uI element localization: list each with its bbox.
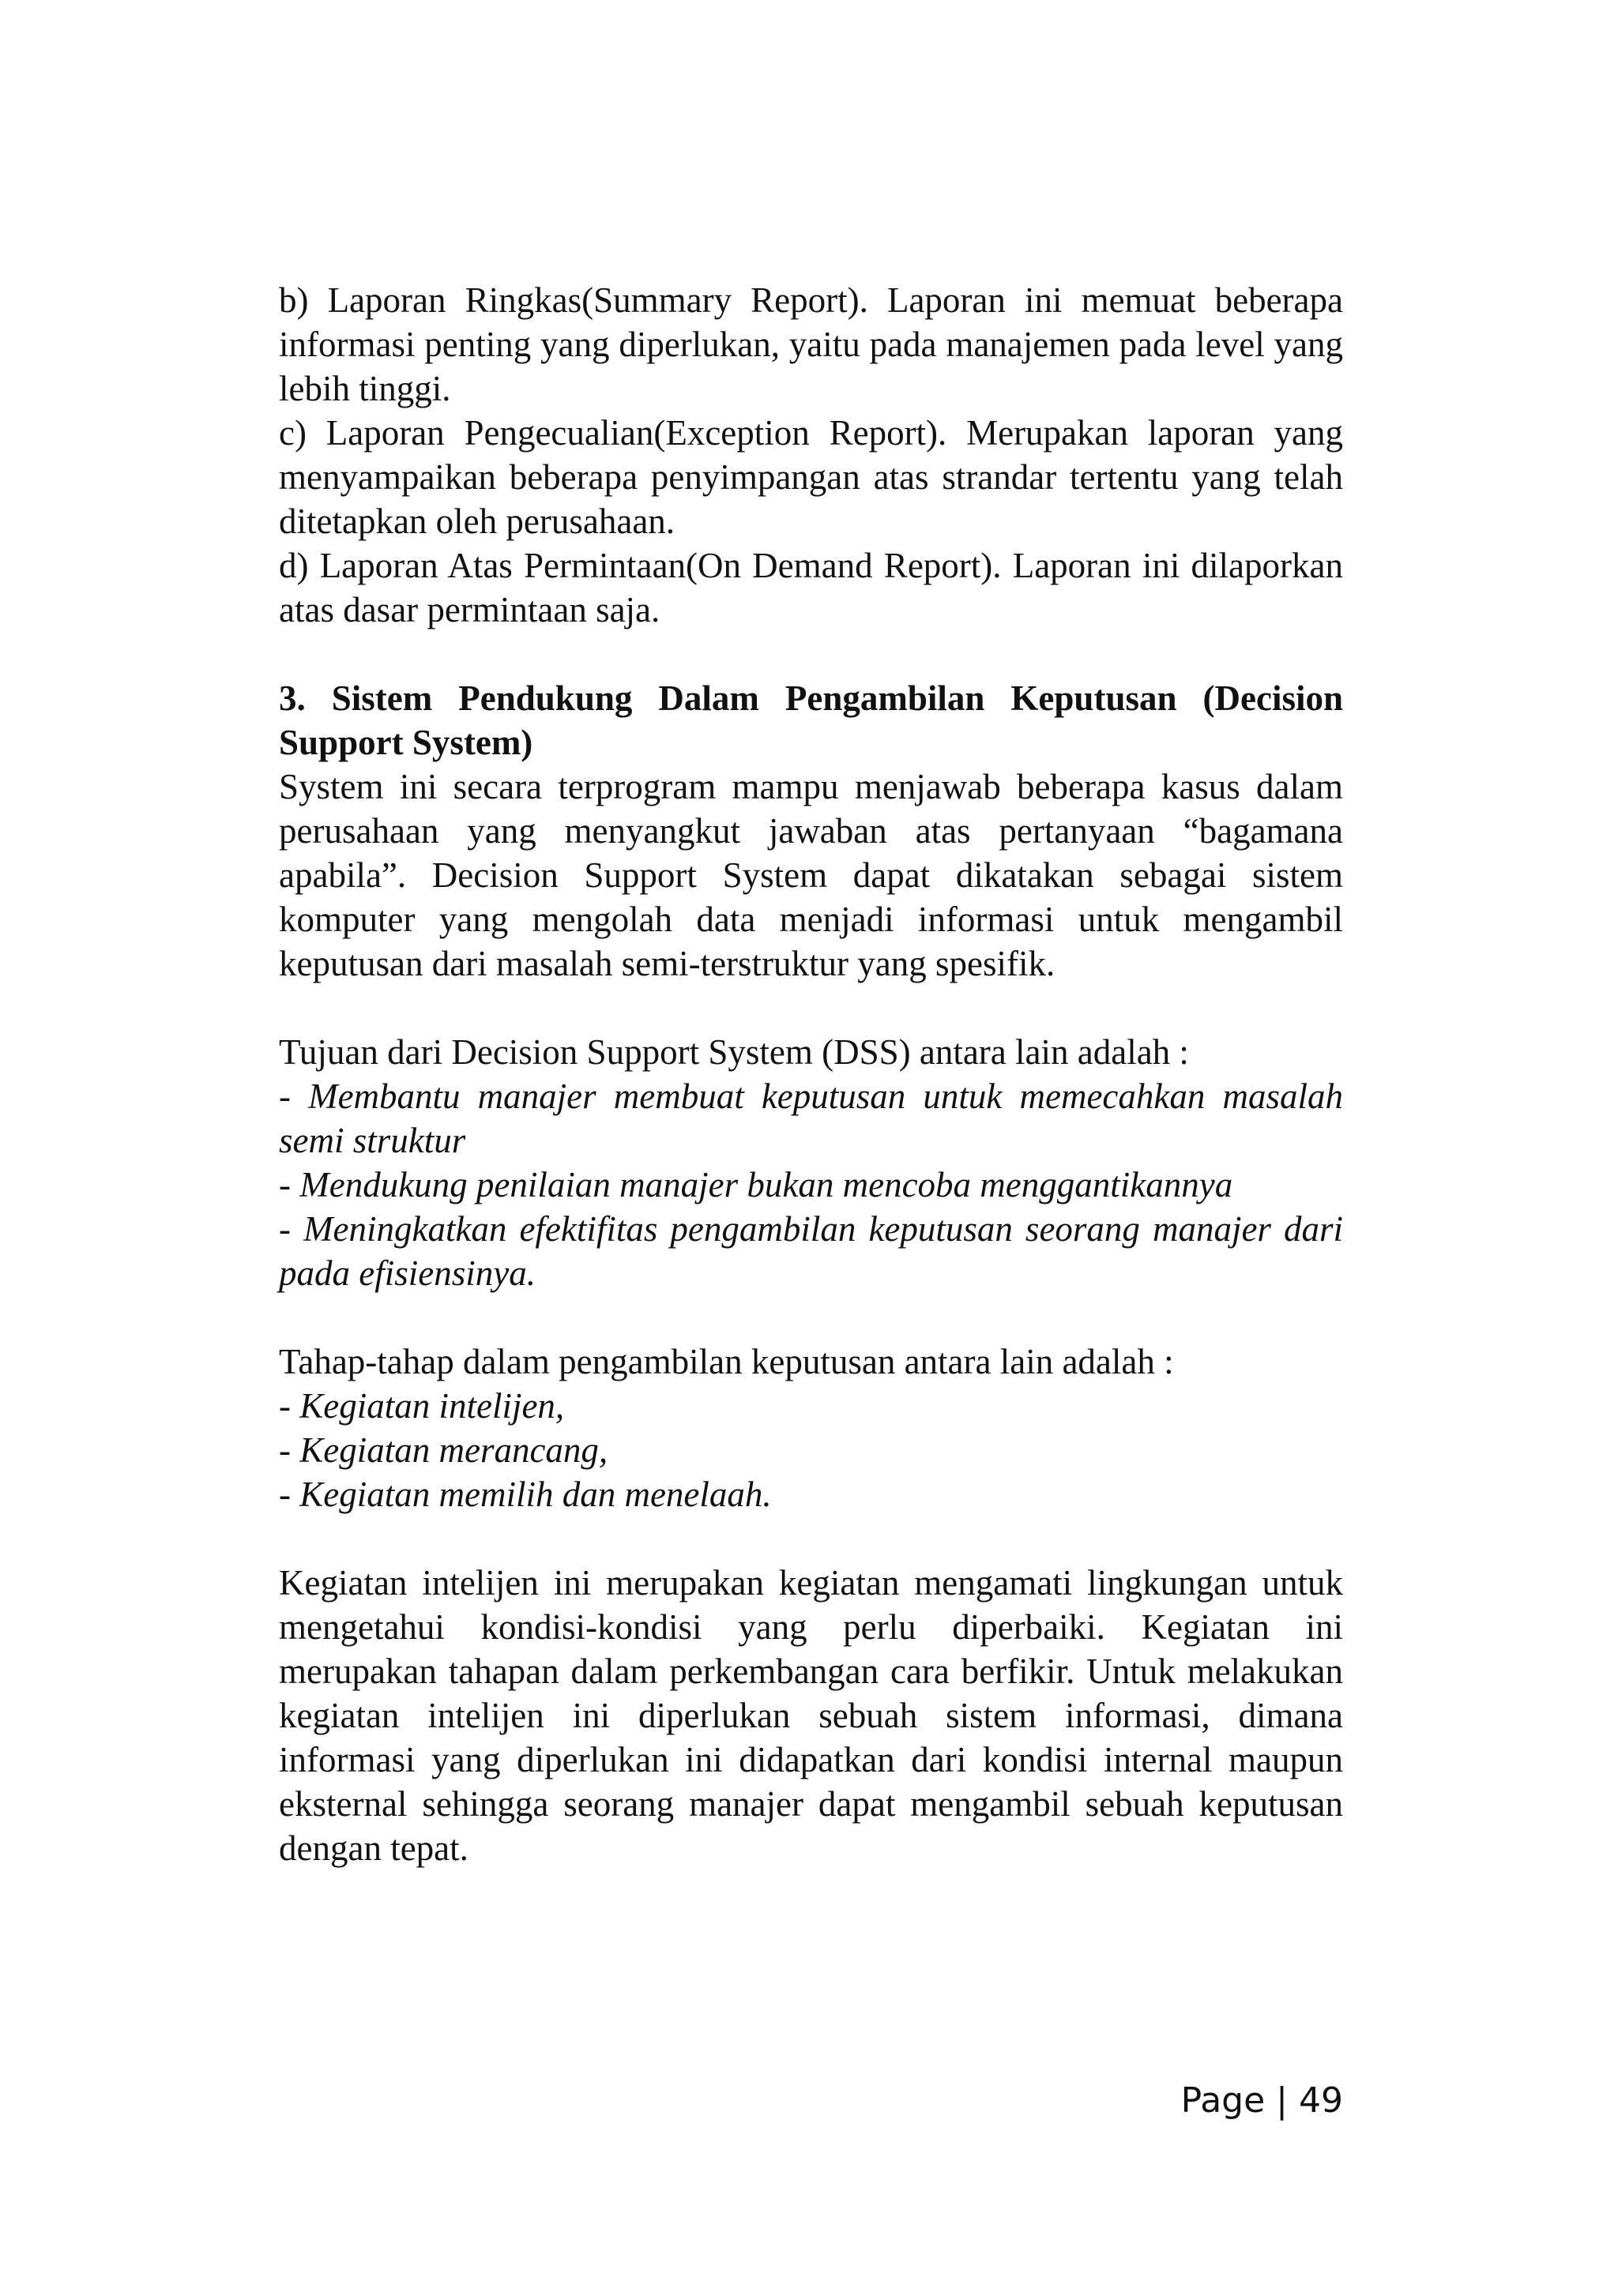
report-type-d: d) Laporan Atas Permintaan(On Demand Report). Laporan ini dilaporkan atas dasar permintaan saja. — [279, 546, 1343, 629]
page-number-footer — [1181, 2079, 1343, 2123]
page-label: Page — [1180, 2080, 1266, 2121]
dss-goal-item: - Membantu manajer membuat keputusan untuk memecahkan masalah semi struktur — [279, 1077, 1343, 1160]
page-body — [279, 278, 1343, 1870]
spacer — [279, 632, 1343, 676]
report-type-b: b) Laporan Ringkas(Summary Report). Laporan ini memuat beberapa informasi penting yang diperlukan, yaitu pada manajemen pada level yang lebih tinggi. — [279, 280, 1343, 408]
section-intro-paragraph: System ini secara terprogram mampu menjawab beberapa kasus dalam perusahaan yang menyangkut jawaban atas pertanyaan “bagamana apabila”. Decision Support System dapat dikatakan sebagai sistem komputer yang mengolah data menjadi informasi untuk mengambil keputusan dari masalah semi-terstruktur yang spesifik. — [279, 767, 1343, 983]
decision-stages-lead: Tahap-tahap dalam pengambilan keputusan antara lain adalah : — [279, 1342, 1174, 1381]
spacer — [279, 1295, 1343, 1340]
dss-goals-lead: Tujuan dari Decision Support System (DSS) antara lain adalah : — [279, 1032, 1189, 1072]
decision-stage-item: - Kegiatan memilih dan menelaah. — [279, 1475, 772, 1514]
report-type-c: c) Laporan Pengecualian(Exception Report). Merupakan laporan yang menyampaikan beberapa penyimpangan atas strandar tertentu yang telah ditetapkan oleh perusahaan. — [279, 413, 1343, 541]
dss-goal-item: - Meningkatkan efektifitas pengambilan keputusan seorang manajer dari pada efisiensinya. — [279, 1209, 1343, 1293]
page-number: 49 — [1299, 2080, 1343, 2121]
decision-stage-item: - Kegiatan merancang, — [279, 1430, 608, 1470]
intelligence-paragraph: Kegiatan intelijen ini merupakan kegiatan mengamati lingkungan untuk mengetahui kondisi-kondisi yang perlu diperbaiki. Kegiatan ini merupakan tahapan dalam perkembangan cara berfikir. Untuk melakukan kegiatan intelijen ini diperlukan sebuah sistem informasi, dimana informasi yang diperlukan ini didapatkan dari kondisi internal maupun eksternal sehingga seorang manajer dapat mengambil sebuah keputusan dengan tepat. — [279, 1563, 1343, 1868]
decision-stage-item: - Kegiatan intelijen, — [279, 1386, 565, 1426]
spacer — [279, 1516, 1343, 1561]
dss-goal-item: - Mendukung penilaian manajer bukan mencoba menggantikannya — [279, 1165, 1233, 1204]
spacer — [279, 986, 1343, 1030]
page-separator: | — [1276, 2080, 1288, 2121]
section-heading: 3. Sistem Pendukung Dalam Pengambilan Keputusan (Decision Support System) — [279, 678, 1343, 762]
